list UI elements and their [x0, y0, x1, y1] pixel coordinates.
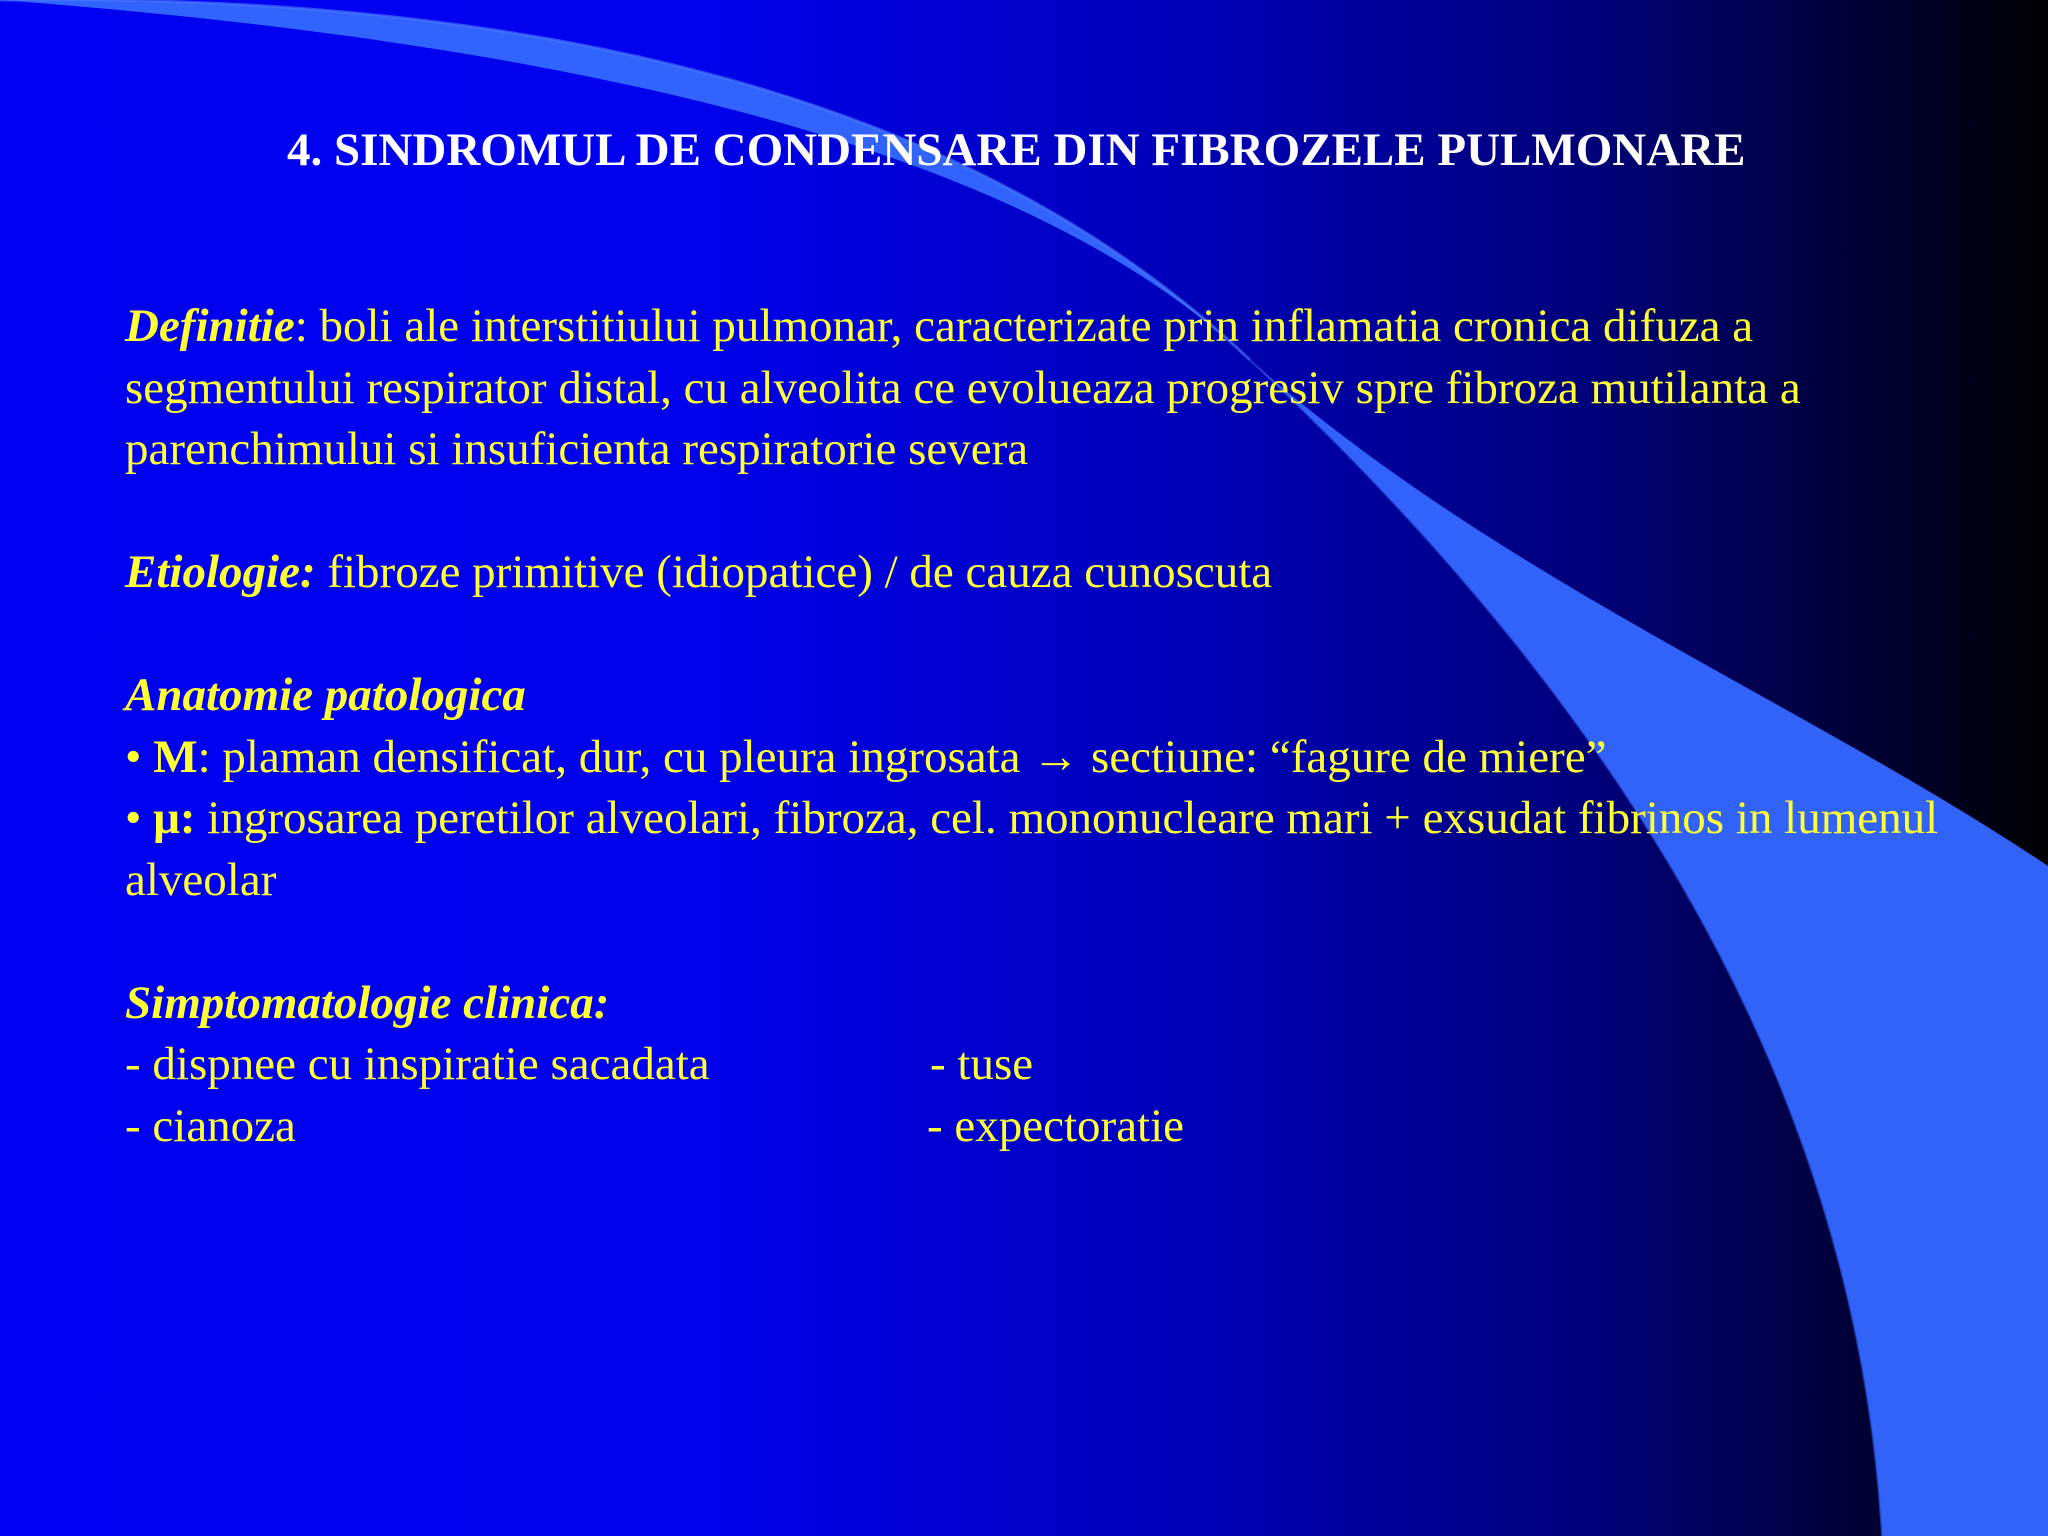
etiologie-paragraph — [125, 542, 1965, 604]
bullet: • — [125, 792, 154, 844]
symptom-item: - dispnee cu inspiratie sacadata — [125, 1038, 710, 1090]
slide-title: 4. SINDROMUL DE CONDENSARE DIN FIBROZELE PULMONARE — [287, 124, 1746, 176]
bullet: • — [125, 730, 154, 783]
slide-content — [125, 296, 1965, 1157]
definitie-label: Definitie — [125, 300, 295, 352]
micro-bullet-item — [125, 788, 1965, 911]
symptom-row — [125, 1034, 1965, 1096]
etiologie-label: Etiologie: — [125, 546, 316, 598]
macro-label: M — [153, 730, 198, 783]
symptom-item: - expectoratie — [927, 1099, 1185, 1152]
definitie-text: : boli ale interstitiului pulmonar, caracterizate prin inflamatia cronica difuza a segmentului respirator distal, cu alveolita ce evolueaza progresiv spre fibroza mutilanta a parenchimului si insuficienta respiratorie severa — [125, 300, 1801, 475]
micro-label: μ: — [153, 792, 196, 844]
macro-text: : plaman densificat, dur, cu pleura ingrosata → sectiune: “fagure de miere” — [197, 730, 1607, 783]
symptom-row — [125, 1096, 1965, 1158]
simptomatologie-heading: Simptomatologie clinica: — [125, 976, 610, 1029]
symptom-item: - tuse — [930, 1038, 1034, 1090]
micro-text: ingrosarea peretilor alveolari, fibroza, cel. mononucleare mari + exsudat fibrinos in lumenul alveolar — [125, 792, 1939, 906]
etiologie-text: fibroze primitive (idiopatice) / de cauza cunoscuta — [315, 546, 1273, 598]
definitie-paragraph — [125, 296, 1965, 481]
spacer — [125, 481, 1965, 543]
symptom-item: - cianoza — [125, 1099, 296, 1152]
anatomie-heading: Anatomie patologica — [125, 669, 526, 721]
spacer — [125, 911, 1965, 973]
spacer — [125, 604, 1965, 666]
macro-bullet-item — [125, 727, 1965, 789]
